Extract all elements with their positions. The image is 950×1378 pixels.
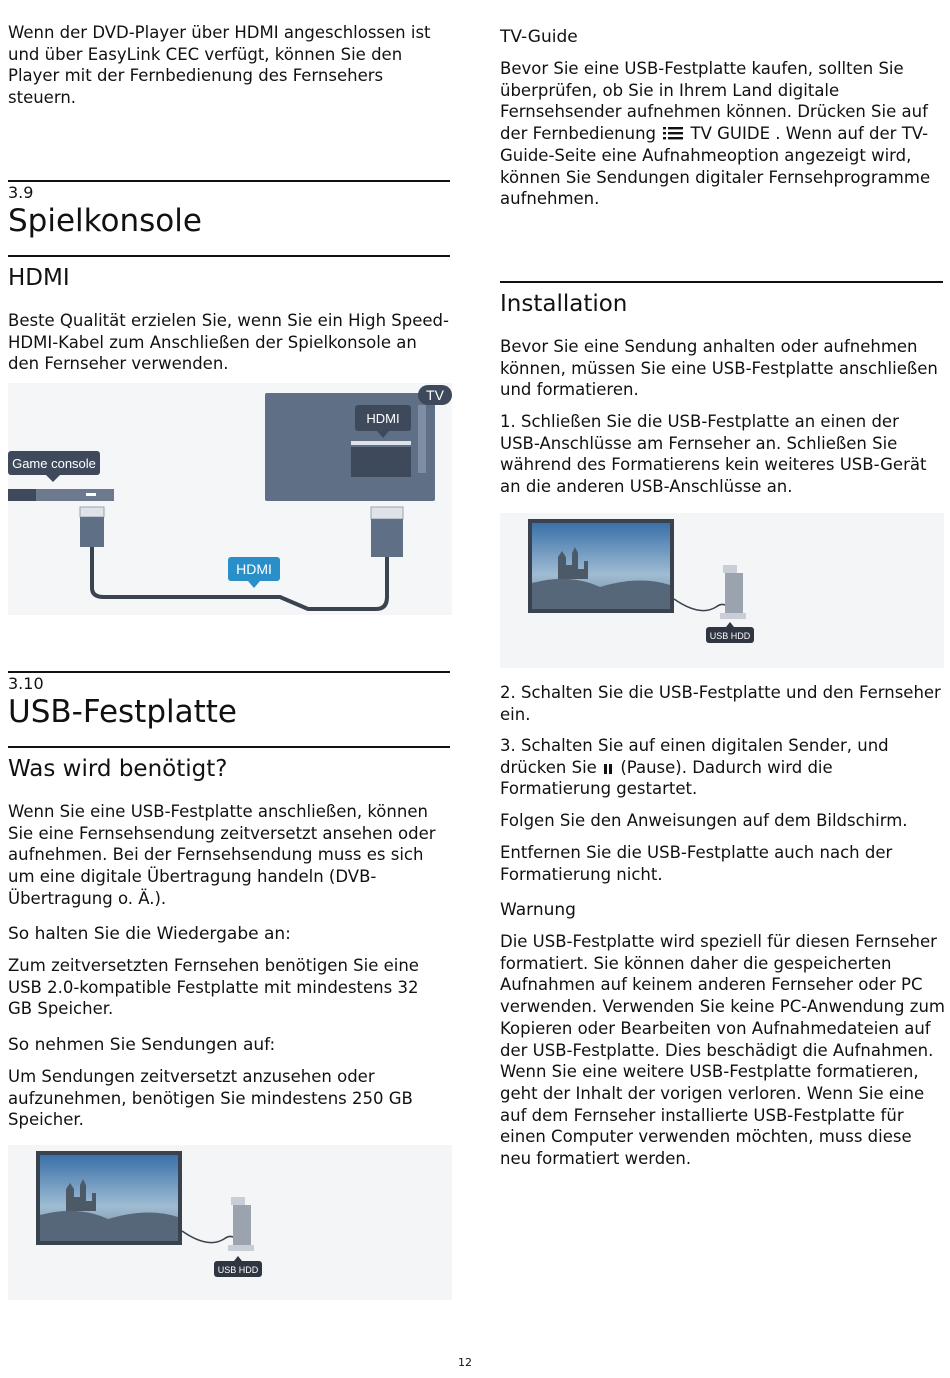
subsection-divider bbox=[8, 255, 450, 257]
usb-hdd-illustration bbox=[233, 1205, 251, 1247]
hdmi-port-label: HDMI bbox=[366, 411, 400, 426]
subsection-title: Was wird benötigt? bbox=[8, 756, 228, 782]
installation-paragraph: Bevor Sie eine Sendung anhalten oder aufnehmen können, müssen Sie eine USB-Festplatte anschließen und formatieren. bbox=[500, 337, 938, 400]
pause-icon bbox=[604, 763, 613, 774]
tvguide-dot: . bbox=[775, 124, 781, 144]
usb-hdd-label: USB HDD bbox=[217, 1265, 259, 1275]
step-1: 1. Schließen Sie die USB-Festplatte an einen der USB-Anschlüsse am Fernseher an. Schließen Sie während des Formatierens kein weiteres USB-Gerät an die anderen USB-Anschlüsse an. bbox=[500, 412, 927, 497]
cable-label: HDMI bbox=[236, 561, 272, 577]
tv-guide-icon bbox=[663, 126, 683, 140]
step-3-text-b: (Pause). Dadurch wird die Formatierung gestartet. bbox=[500, 757, 833, 799]
step-3 bbox=[500, 735, 943, 800]
pause-heading: So halten Sie die Wiedergabe an: bbox=[8, 924, 291, 944]
section-number: 3.10 bbox=[8, 674, 44, 693]
tv-guide-key: TV GUIDE bbox=[690, 124, 771, 144]
subsection-divider bbox=[500, 281, 943, 283]
subsection-title: HDMI bbox=[8, 265, 70, 291]
section-title: Spielkonsole bbox=[8, 203, 202, 239]
tvguide-intro-text: Bevor Sie eine USB-Festplatte kaufen, sollten Sie überprüfen, ob Sie in Ihrem Land digitale Fernsehsender aufnehmen können. bbox=[500, 59, 904, 122]
tvguide-heading: TV-Guide bbox=[500, 27, 578, 47]
step-3-text-a: 3. Schalten Sie auf einen digitalen Sender, und drücken Sie bbox=[500, 736, 889, 777]
page-number: 12 bbox=[458, 1356, 472, 1369]
section-divider bbox=[8, 180, 450, 182]
subsection-divider bbox=[8, 746, 450, 748]
section-number: 3.9 bbox=[8, 183, 34, 202]
remove-note: Entfernen Sie die USB-Festplatte auch nach der Formatierung nicht. bbox=[500, 843, 893, 884]
follow-instructions: Folgen Sie den Anweisungen auf dem Bildschirm. bbox=[500, 811, 908, 830]
tvguide-paragraph bbox=[500, 58, 940, 210]
usb-hdd-label: USB HDD bbox=[709, 631, 751, 641]
step-2: 2. Schalten Sie die USB-Festplatte und den Fernseher ein. bbox=[500, 683, 941, 724]
record-paragraph: Um Sendungen zeitversetzt anzusehen oder aufzunehmen, benötigen Sie mindestens 250 GB Speicher. bbox=[8, 1067, 413, 1130]
intro-paragraph: Wenn der DVD-Player über HDMI angeschlossen ist und über EasyLink CEC verfügt, können Sie den Player mit der Fernbedienung des Fernsehers steuern. bbox=[8, 23, 431, 108]
usb-hdd-diagram bbox=[500, 513, 944, 668]
game-console-diagram bbox=[8, 383, 452, 615]
section-title: USB-Festplatte bbox=[8, 694, 238, 730]
tvguide-result-text: Wenn auf der TV-Guide-Seite eine Aufnahmeoption angezeigt wird, können Sie Sendungen digitaler Fernsehprogramme aufnehmen. bbox=[500, 124, 931, 209]
usb-hdd-illustration bbox=[725, 573, 743, 615]
usb-hdd-diagram bbox=[8, 1145, 452, 1300]
usb-intro-paragraph: Wenn Sie eine USB-Festplatte anschließen, können Sie eine Fernsehsendung zeitversetzt ansehen oder aufnehmen. Bei der Fernsehsendung muss es sich um eine digitale Übertragung handeln (DVB-Übertragung o. Ä.). bbox=[8, 802, 436, 908]
tvguide-press-text: Drücken Sie auf der Fernbedienung bbox=[500, 102, 928, 144]
tv-label: TV bbox=[426, 387, 444, 403]
pause-paragraph: Zum zeitversetzten Fernsehen benötigen Sie eine USB 2.0-kompatible Festplatte mit mindestens 32 GB Speicher. bbox=[8, 956, 419, 1019]
installation-title: Installation bbox=[500, 291, 628, 317]
hdmi-paragraph: Beste Qualität erzielen Sie, wenn Sie ein High Speed-HDMI-Kabel zum Anschließen der Spielkonsole an den Fernseher verwenden. bbox=[8, 311, 449, 374]
record-heading: So nehmen Sie Sendungen auf: bbox=[8, 1035, 276, 1055]
warning-heading: Warnung bbox=[500, 900, 576, 920]
warning-paragraph: Die USB-Festplatte wird speziell für diesen Fernseher formatiert. Sie können daher die gespeicherten Aufnahmen auf keinem anderen Fernseher oder PC verwenden. Verwenden Sie keine PC-Anwendung zum Kopieren oder Bearbeiten von Aufnahmedateien auf der USB-Festplatte. Dies beschädigt die Aufnahmen. Wenn Sie eine weitere USB-Festplatte formatieren, geht der Inhalt der vorigen verloren. Wenn Sie eine auf dem Fernseher installierte USB-Festplatte für einen Computer verwenden möchten, muss diese neu formatiert werden. bbox=[500, 932, 945, 1169]
console-label: Game console bbox=[12, 456, 96, 471]
section-divider bbox=[8, 671, 450, 673]
